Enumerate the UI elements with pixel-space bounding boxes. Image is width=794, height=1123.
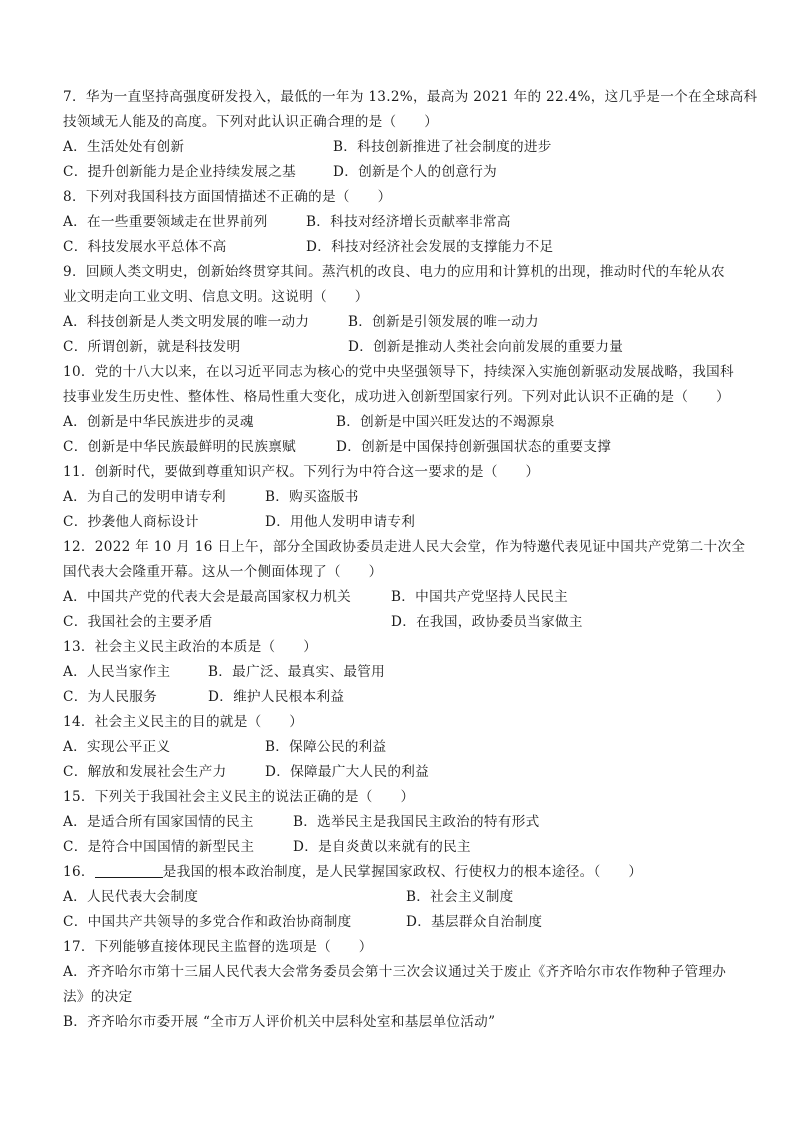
q15-option-d: D．是自炎黄以来就有的民主 xyxy=(293,839,471,855)
q7-option-c: C．提升创新能力是企业持续发展之基 xyxy=(63,164,296,180)
q10-stem-line1: 10．党的十八大以来，在以习近平同志为核心的党中央坚强领导下，持续深入实施创新驱动发展战略，我国科 xyxy=(63,364,734,380)
q8-option-d: D．科技对经济社会发展的支撑能力不足 xyxy=(306,239,554,255)
q7-option-a: A．生活处处有创新 xyxy=(63,139,185,155)
q11-stem: 11．创新时代，要做到尊重知识产权。下列行为中符合这一要求的是（ ） xyxy=(63,464,540,480)
q14-option-c: C．解放和发展社会生产力 xyxy=(63,764,227,780)
q16-number: 16． xyxy=(63,864,95,880)
q11-option-c: C．抄袭他人商标设计 xyxy=(63,514,199,530)
q7-stem-line1: 7．华为一直坚持高强度研发投入，最低的一年为 13.2%，最高为 2021 年的 22.4%，这几乎是一个在全球高科 xyxy=(63,89,758,105)
q15-stem: 15．下列关于我国社会主义民主的说法正确的是（ ） xyxy=(63,789,415,805)
q16-answer-blank[interactable] xyxy=(95,863,163,878)
q12-option-c: C．我国社会的主要矛盾 xyxy=(63,614,213,630)
q17-option-a-line1: A．齐齐哈尔市第十三届人民代表大会常务委员会第十三次会议通过关于废止《齐齐哈尔市农作物种子管理办 xyxy=(63,964,727,980)
q11-option-d: D．用他人发明申请专利 xyxy=(265,514,416,530)
q9-option-b: B．创新是引领发展的唯一动力 xyxy=(348,314,539,330)
q12-stem-line2: 国代表大会隆重开幕。这从一个侧面体现了（ ） xyxy=(63,564,383,580)
q12-stem-line1: 12．2022 年 10 月 16 日上午，部分全国政协委员走进人民大会堂，作为特邀代表见证中国共产党第二十次全 xyxy=(63,539,746,555)
q17-stem: 17．下列能够直接体现民主监督的选项是（ ） xyxy=(63,939,373,955)
q11-option-a: A．为自己的发明申请专利 xyxy=(63,489,226,505)
q10-option-a: A．创新是中华民族进步的灵魂 xyxy=(63,414,254,430)
q17-option-a-line2: 法》的决定 xyxy=(63,989,133,1005)
q15-option-b: B．选举民主是我国民主政治的特有形式 xyxy=(293,814,540,830)
q14-option-b: B．保障公民的利益 xyxy=(265,739,387,755)
q13-option-c: C．为人民服务 xyxy=(63,689,158,705)
q9-option-c: C．所谓创新，就是科技发明 xyxy=(63,339,241,355)
q16-stem-text: 是我国的根本政治制度，是人民掌握国家政权、行使权力的根本途径。（ ） xyxy=(162,864,643,880)
q8-option-c: C．科技发展水平总体不高 xyxy=(63,239,227,255)
q11-option-b: B．购买盗版书 xyxy=(265,489,359,505)
q9-stem-line2: 业文明走向工业文明、信息文明。这说明（ ） xyxy=(63,289,369,305)
q14-option-d: D．保障最广大人民的利益 xyxy=(265,764,430,780)
q13-option-d: D．维护人民根本利益 xyxy=(208,689,345,705)
q8-stem: 8．下列对我国科技方面国情描述不正确的是（ ） xyxy=(63,189,392,205)
q16-option-c: C．中国共产共领导的多党合作和政治协商制度 xyxy=(63,914,352,930)
q10-option-c: C．创新是中华民族最鲜明的民族禀赋 xyxy=(63,439,296,455)
q12-option-b: B．中国共产党坚持人民民主 xyxy=(391,589,569,605)
q15-option-a: A．是适合所有国家国情的民主 xyxy=(63,814,254,830)
q7-option-d: D．创新是个人的创意行为 xyxy=(333,164,498,180)
q8-option-a: A．在一些重要领域走在世界前列 xyxy=(63,214,268,230)
q13-stem: 13．社会主义民主政治的本质是（ ） xyxy=(63,639,318,655)
q13-option-a: A．人民当家作主 xyxy=(63,664,171,680)
q13-option-b: B．最广泛、最真实、最管用 xyxy=(208,664,386,680)
q16-option-b: B．社会主义制度 xyxy=(406,889,514,905)
q12-option-a: A．中国共产党的代表大会是最高国家权力机关 xyxy=(63,589,351,605)
q16-stem xyxy=(63,862,642,882)
q10-option-d: D．创新是中国保持创新强国状态的重要支撑 xyxy=(336,439,612,455)
q9-option-d: D．创新是推动人类社会向前发展的重要力量 xyxy=(348,339,624,355)
q17-option-b: B．齐齐哈尔市委开展 “全市万人评价机关中层科处室和基层单位活动” xyxy=(63,1014,496,1030)
q10-option-b: B．创新是中国兴旺发达的不竭源泉 xyxy=(336,414,555,430)
q9-stem-line1: 9．回顾人类文明史，创新始终贯穿其间。蒸汽机的改良、电力的应用和计算机的出现，推动时代的车轮从农 xyxy=(63,264,725,280)
q8-option-b: B．科技对经济增长贡献率非常高 xyxy=(306,214,511,230)
q9-option-a: A．科技创新是人类文明发展的唯一动力 xyxy=(63,314,310,330)
q7-option-b: B．科技创新推进了社会制度的进步 xyxy=(333,139,552,155)
q14-stem: 14．社会主义民主的目的就是（ ） xyxy=(63,714,304,730)
q16-option-d: D．基层群众自治制度 xyxy=(406,914,543,930)
q14-option-a: A．实现公平正义 xyxy=(63,739,171,755)
q7-stem-line2: 技领域无人能及的高度。下列对此认识正确合理的是（ ） xyxy=(63,114,439,130)
q10-stem-line2: 技事业发生历史性、整体性、格局性重大变化，成功进入创新型国家行列。下列对此认识不正确的是（ ） xyxy=(63,389,730,405)
q12-option-d: D．在我国，政协委员当家做主 xyxy=(391,614,583,630)
q15-option-c: C．是符合中国国情的新型民主 xyxy=(63,839,255,855)
q16-option-a: A．人民代表大会制度 xyxy=(63,889,199,905)
